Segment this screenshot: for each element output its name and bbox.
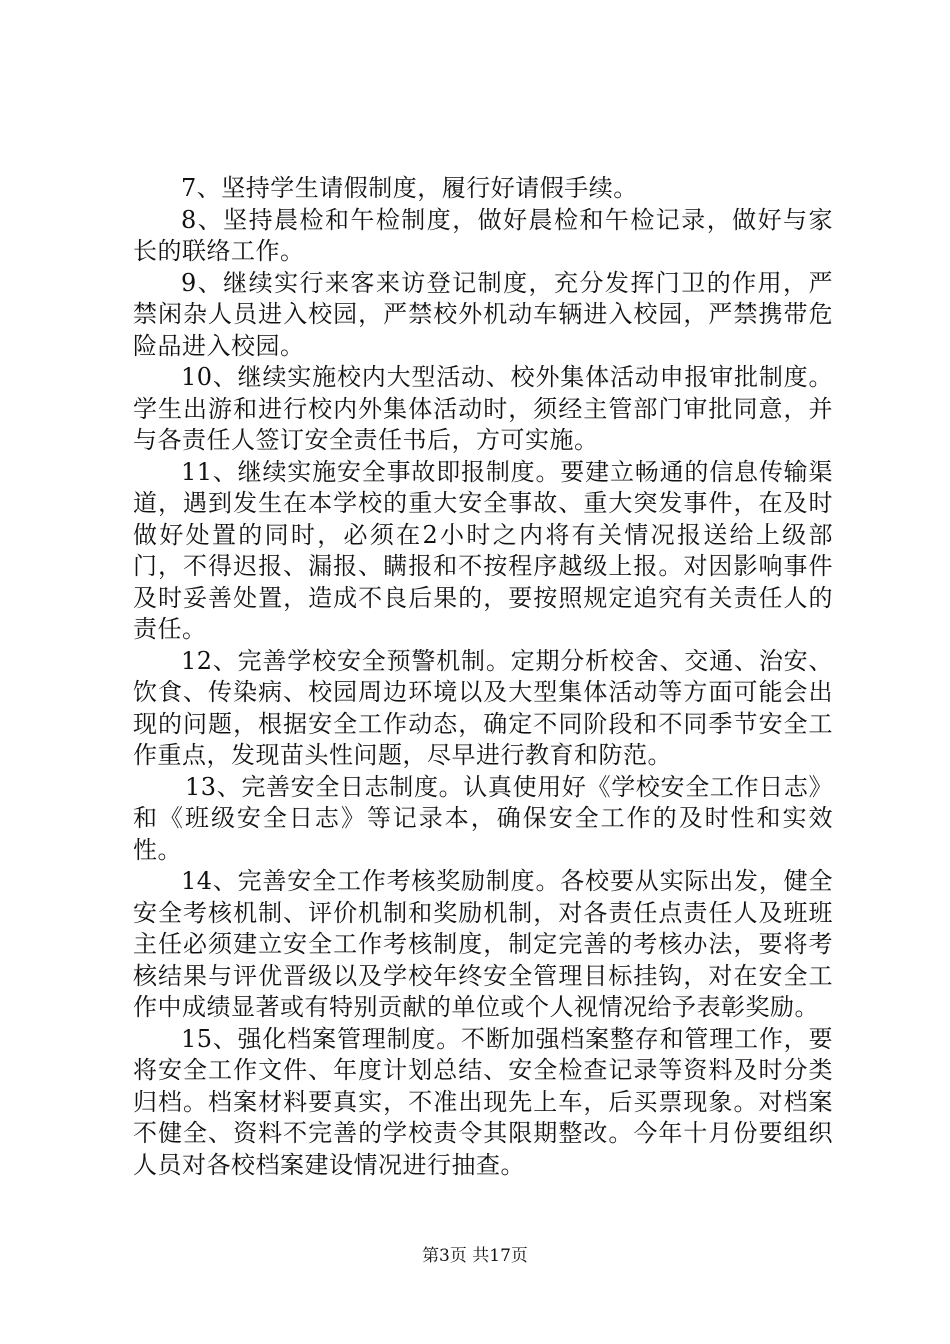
paragraph-item-7: 7、坚持学生请假制度，履行好请假手续。 [181, 174, 638, 202]
paragraph-item-8: 8、坚持晨检和午检制度，做好晨检和午检记录，做好与家长的联络工作。 [133, 205, 833, 265]
paragraph-item-9: 9、继续实行来客来访登记制度，充分发挥门卫的作用，严禁闲杂人员进入校园，严禁校外机动车辆进入校园，严禁携带危险品进入校园。 [133, 268, 833, 360]
paragraph-item-14: 14、完善安全工作考核奖励制度。各校要从实际出发，健全安全考核机制、评价机制和奖励机制，对各责任点责任人及班班主任必须建立安全工作考核制度，制定完善的考核办法，要将考核结果与评优晋级以及学校年终安全管理目标挂钩，对在安全工作中成绩显著或有特别贡献的单位或个人视情况给予表彰奖励。 [133, 867, 833, 1021]
document-body [133, 173, 833, 1181]
paragraph-item-11: 11、继续实施安全事故即报制度。要建立畅通的信息传输渠道，遇到发生在本学校的重大安全事故、重大突发事件，在及时做好处置的同时，必须在2小时之内将有关情况报送给上级部门，不得迟报、漏报、瞒报和不按程序越级上报。对因影响事件及时妥善处置，造成不良后果的，要按照规定追究有关责任人的责任。 [133, 457, 833, 643]
page-number-footer: 第3页 共17页 [422, 1246, 528, 1266]
paragraph-item-12: 12、完善学校安全预警机制。定期分析校舍、交通、治安、饮食、传染病、校园周边环境以及大型集体活动等方面可能会出现的问题，根据安全工作动态，确定不同阶段和不同季节安全工作重点，发现苗头性问题，尽早进行教育和防范。 [133, 646, 833, 769]
paragraph-item-15: 15、强化档案管理制度。不断加强档案整存和管理工作，要将安全工作文件、年度计划总结、安全检查记录等资料及时分类归档。档案材料要真实，不准出现先上车，后买票现象。对档案不健全、资料不完善的学校责令其限期整改。今年十月份要组织人员对各校档案建设情况进行抽查。 [133, 1024, 833, 1179]
paragraph-item-10: 10、继续实施校内大型活动、校外集体活动申报审批制度。学生出游和进行校内外集体活动时，须经主管部门审批同意，并与各责任人签订安全责任书后，方可实施。 [133, 363, 833, 454]
paragraph-item-13: 13、完善安全日志制度。认真使用好《学校安全工作日志》和《班级安全日志》等记录本，确保安全工作的及时性和实效性。 [133, 772, 833, 864]
